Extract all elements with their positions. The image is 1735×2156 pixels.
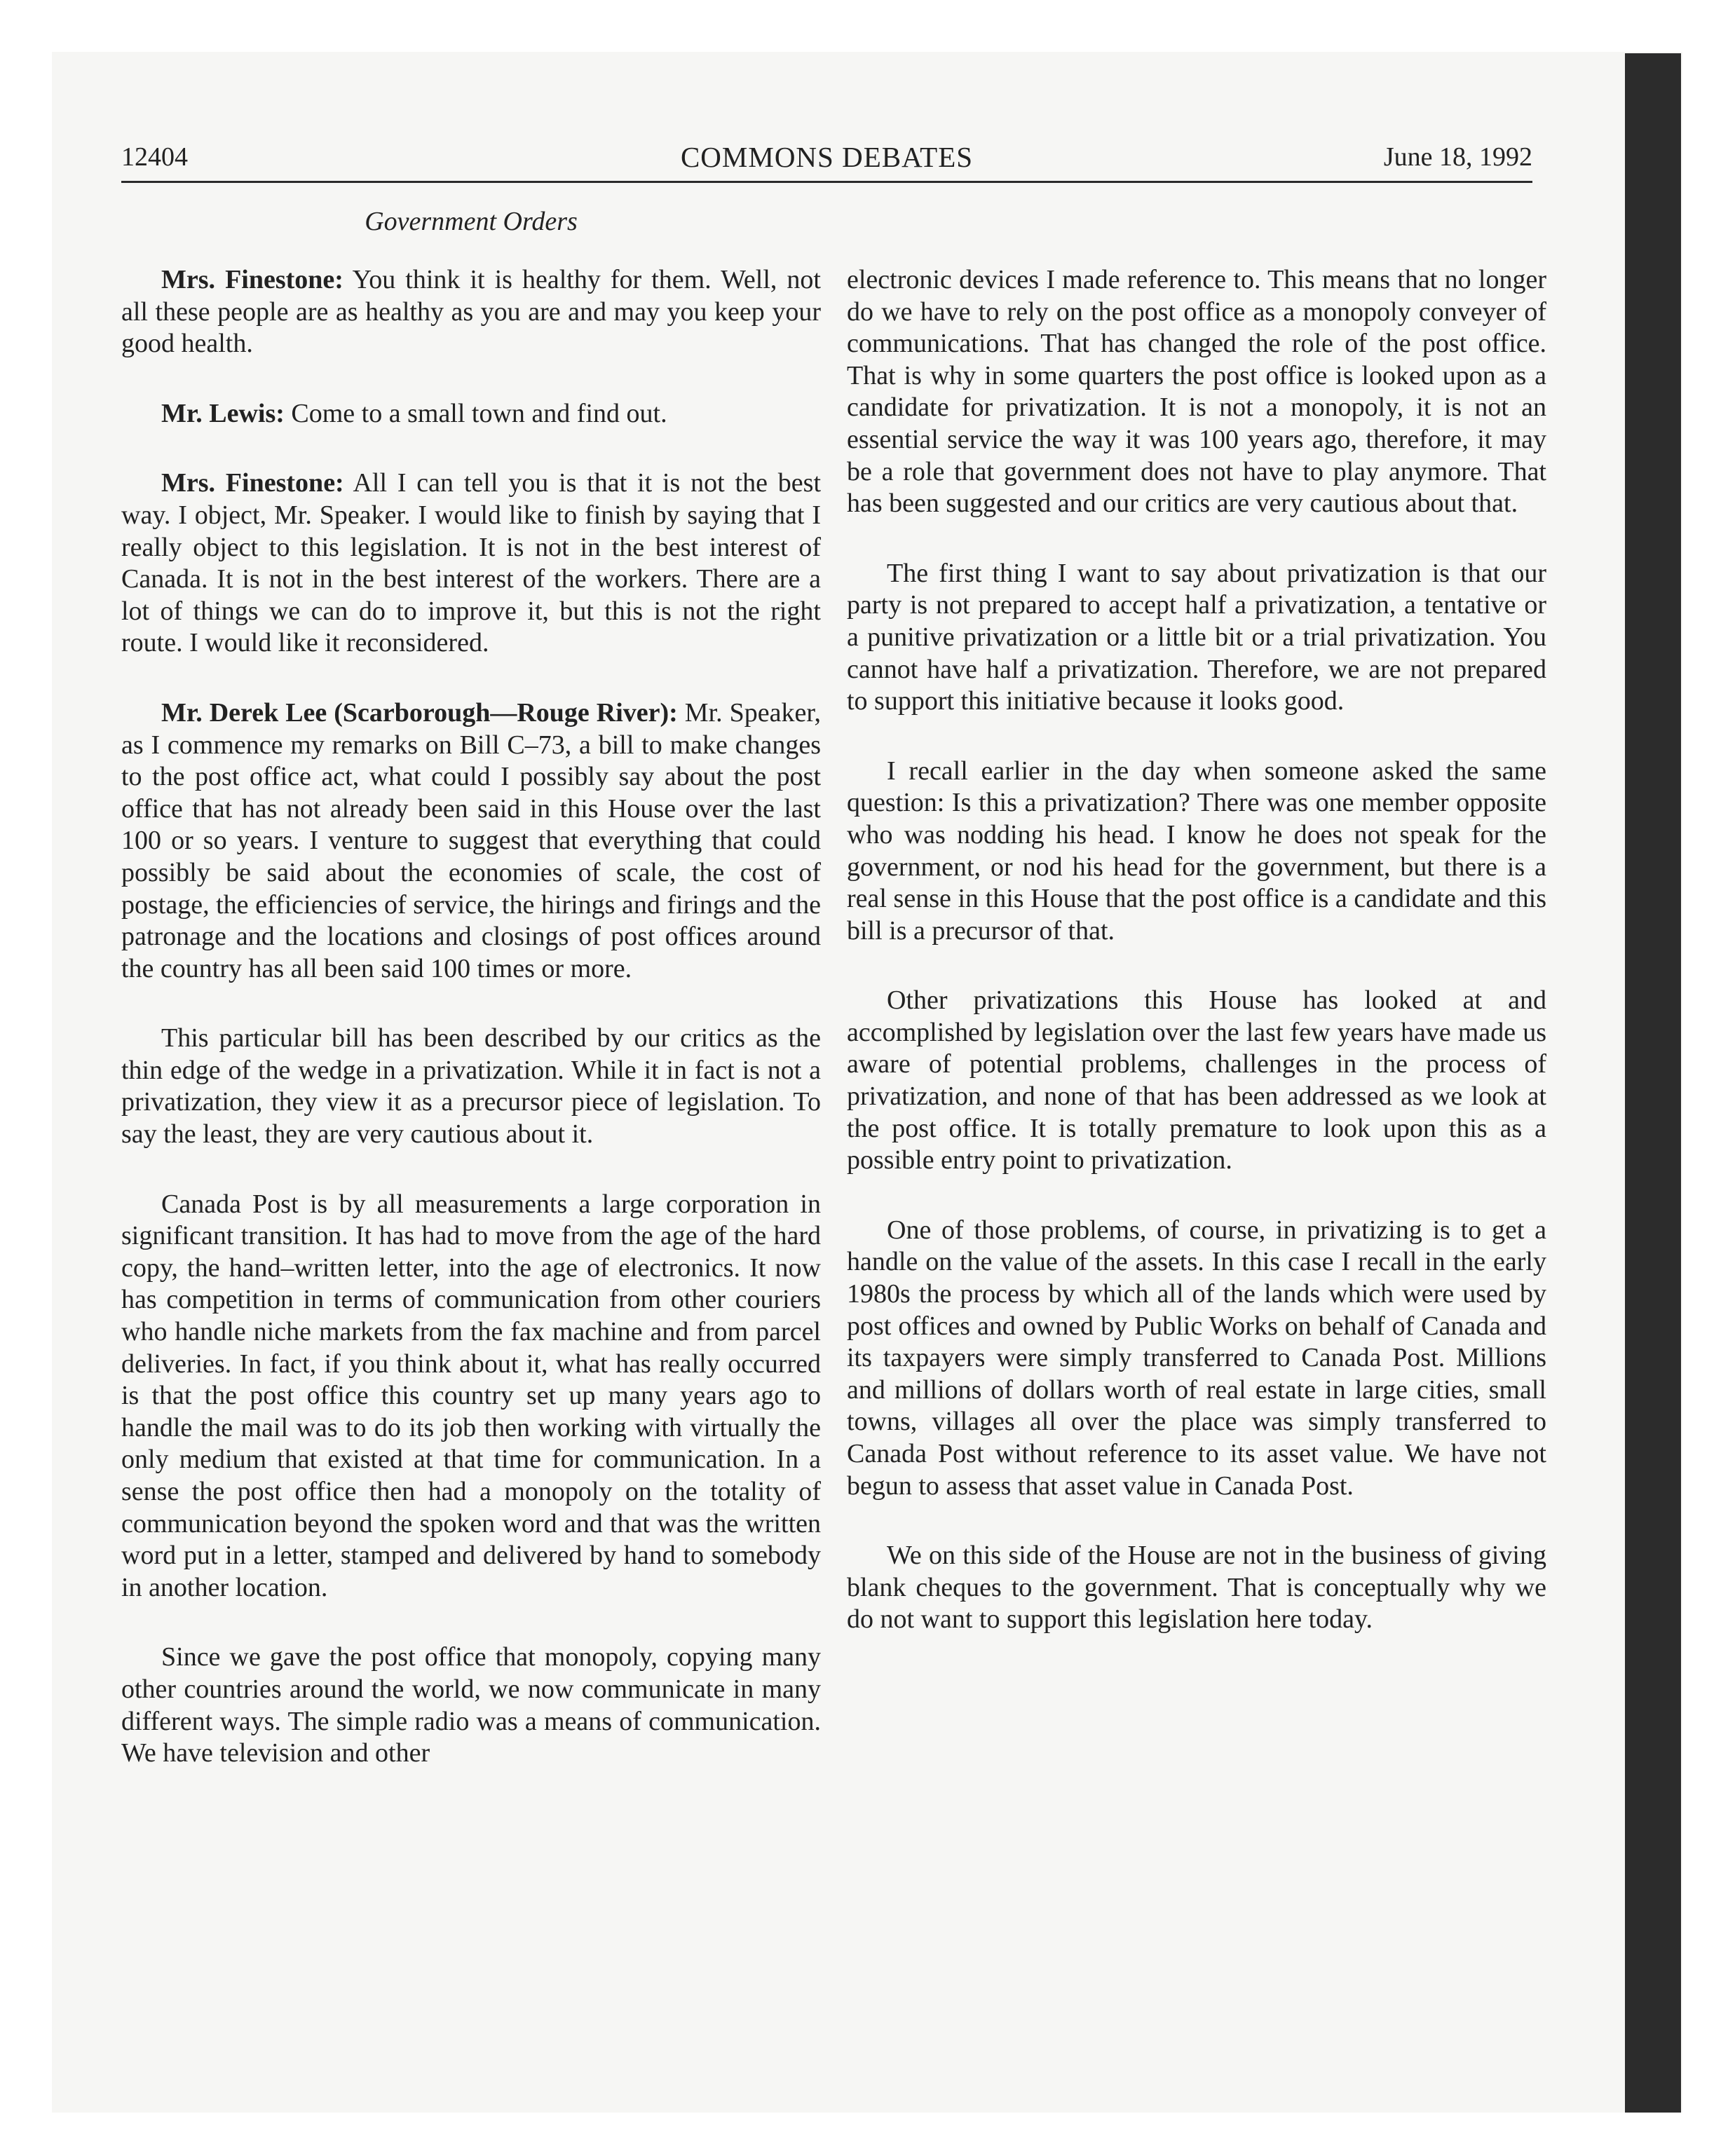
- section-title: Government Orders: [365, 207, 578, 236]
- paragraph-text: Mr. Speaker, as I commence my remarks on Bill C–73, a bill to make changes to the post office act, what could I possibly say about the post office that has not already been said in this House over the last 100 or so years. I venture to suggest that everything that could possibly be said about the economies of scale, the cost of postage, the efficiencies of service, the hirings and firings and the patronage and the locations and closings of post offices around the country has all been said 100 times or more.: [121, 697, 821, 983]
- paragraph: [847, 756, 1546, 948]
- paragraph-text: Other privatizations this House has looked at and accomplished by legislation over the last few years have made us aware of potential problems, challenges in the process of privatization, and none of that has been addressed as we look at the post office. It is totally premature to look upon this as a possible entry point to privatization.: [847, 985, 1546, 1175]
- paragraph-text: Since we gave the post office that monopoly, copying many other countries around the world, we now communicate in many different ways. The simple radio was a means of communication. We have television and other: [121, 1642, 821, 1768]
- speaker-name: Mrs. Finestone:: [161, 265, 343, 294]
- paragraph-text: The first thing I want to say about privatization is that our party is not prepared to accept half a privatization, a tentative or a punitive privatization or a little bit or a trial privatization. You cannot have half a privatization. Therefore, we are not prepared to support this initiative because it looks good.: [847, 558, 1546, 716]
- speaker-name: Mr. Derek Lee (Scarborough—Rouge River):: [161, 697, 678, 728]
- paragraph: [121, 1189, 821, 1604]
- paragraph-text: I recall earlier in the day when someone asked the same question: Is this a privatization? There was one member opposite who was nodding his head. I know he does not speak for the government, or nod his head for the government, but there is a real sense in this House that the post office is a candidate and this bill is a precursor of that.: [847, 756, 1546, 946]
- paragraph: [121, 1023, 821, 1150]
- paragraph-text: This particular bill has been described by our critics as the thin edge of the wedge in a privatization. While it in fact is not a privatization, they view it as a precursor piece of legislation. To say the least, they are very cautious about it.: [121, 1023, 821, 1149]
- publication-title: COMMONS DEBATES: [680, 141, 974, 173]
- paragraph: [121, 264, 821, 360]
- paragraph: [847, 985, 1546, 1177]
- paragraph: [847, 558, 1546, 718]
- speaker-name: Mrs. Finestone:: [161, 468, 344, 498]
- speaker-name: Mr. Lewis:: [161, 398, 285, 428]
- paragraph-text: All I can tell you is that it is not the best way. I object, Mr. Speaker. I would like to finish by saying that I really object to this legislation. It is not in the best interest of Canada. It is not in the best interest of the workers. There are a lot of things we can do to improve it, but this is not the right route. I would like it reconsidered.: [121, 468, 821, 658]
- paragraph: [121, 468, 821, 660]
- paragraph: [121, 1642, 821, 1769]
- scan-edge-shadow: [1625, 53, 1681, 2113]
- right-column: [847, 264, 1546, 1674]
- paragraph-continued: [847, 264, 1546, 520]
- left-column: [121, 264, 821, 1808]
- page-header: [121, 137, 1532, 182]
- paragraph: [847, 1540, 1546, 1636]
- paragraph-text: electronic devices I made reference to. This means that no longer do we have to rely on the post office as a monopoly conveyer of communications. That has changed the role of the post office. That is why in some quarters the post office is looked upon as a candidate for privatization. It is not a monopoly, it is not an essential service the way it was 100 years ago, therefore, it may be a role that government does not have to play anymore. That has been suggested and our critics are very cautious about that.: [847, 265, 1546, 519]
- page-number: 12404: [121, 142, 188, 172]
- paragraph-text: Canada Post is by all measurements a large corporation in significant transition. It has had to move from the age of the hard copy, the hand–written letter, into the age of electronics. It now has competition in terms of communication from other couriers who handle niche markets from the fax machine and from parcel deliveries. In fact, if you think about it, what has really occurred is that the post office this country set up many years ago to handle the mail was to do its job then working with virtually the only medium that existed at that time for communication. In a sense the post office then had a monopoly on the totality of communication beyond the spoken word and that was the written word put in a letter, stamped and delivered by hand to somebody in another location.: [121, 1189, 821, 1602]
- paragraph-text: One of those problems, of course, in privatizing is to get a handle on the value of the assets. In this case I recall in the early 1980s the process by which all of the lands which were used by post offices and owned by Public Works on behalf of Canada and its taxpayers were simply transferred to Canada Post. Millions and millions of dollars worth of real estate in large cities, small towns, villages all over the place was simply transferred to Canada Post without reference to its asset value. We have not begun to assess that asset value in Canada Post.: [847, 1215, 1546, 1501]
- publication-date: June 18, 1992: [1383, 142, 1532, 172]
- paragraph: [121, 697, 821, 985]
- paragraph-text: You think it is healthy for them. Well, not all these people are as healthy as you are and may you keep your good health.: [121, 265, 821, 359]
- header-rule: [121, 181, 1532, 183]
- paragraph: [121, 398, 821, 430]
- paragraph: [847, 1215, 1546, 1502]
- paragraph-text: We on this side of the House are not in the business of giving blank cheques to the government. That is conceptually why we do not want to support this legislation here today.: [847, 1541, 1546, 1635]
- paragraph-text: Come to a small town and find out.: [284, 398, 667, 428]
